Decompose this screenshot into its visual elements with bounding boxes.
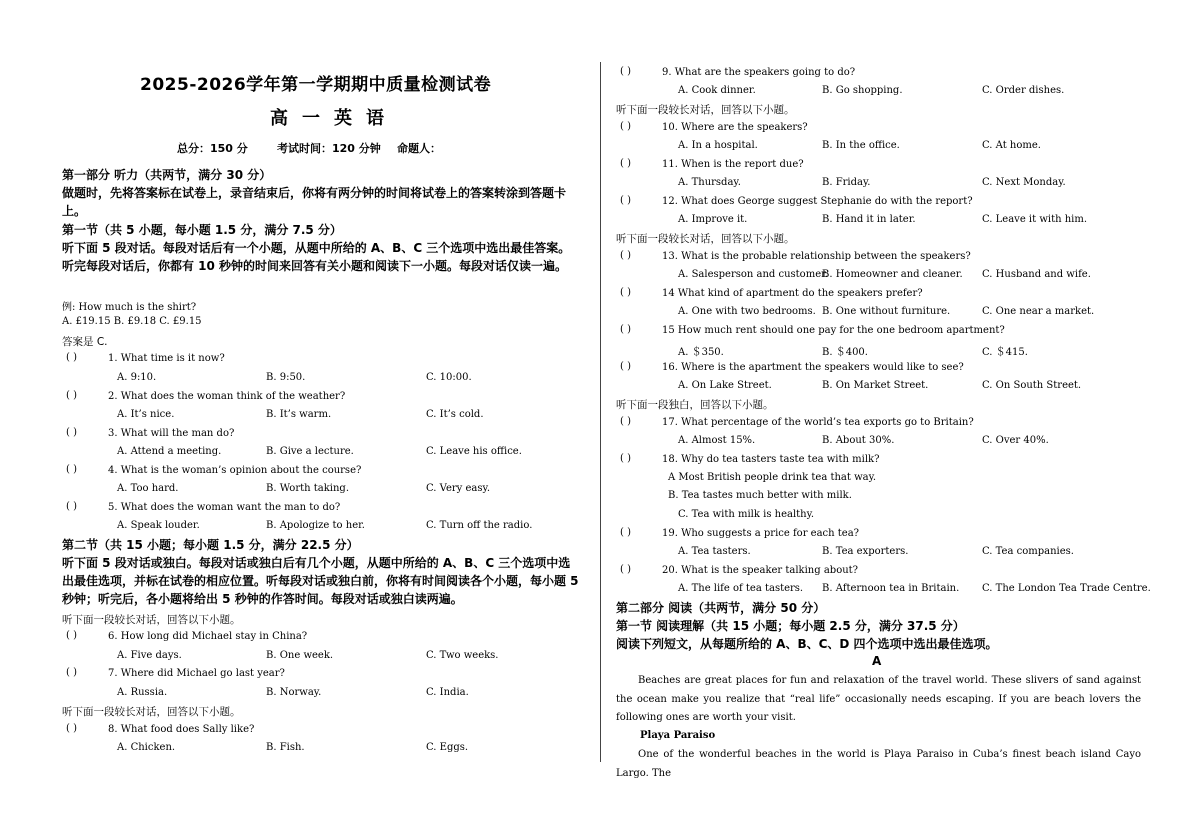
part1-instructions: 做题时，先将答案标在试卷上，录音结束后，你将有两分钟的时间将试卷上的答案转涂到答题卡上。 (62, 186, 567, 218)
exam-subject: 高一英语 (270, 108, 398, 129)
option-b: B. Tea tastes much better with milk. (668, 490, 852, 501)
question-text: 19. Who suggests a price for each tea? (662, 528, 860, 539)
question-text: 5. What does the woman want the man to do? (108, 502, 341, 513)
connector-monologue: 听下面一段独白，回答以下小题。 (616, 399, 774, 411)
connector-text: 听下面一段较长对话，回答以下小题。 (616, 104, 795, 116)
question-text: 12. What does George suggest Stephanie do with the report? (662, 196, 973, 207)
answer-blank[interactable]: ( ) (620, 324, 631, 335)
passage-paragraph: Beaches are great places for fun and relaxation of the travel world. These slivers of sand against the ocean make you realize that “real life” occasionally needs escaping. If you are beach lovers the following ones are worth your visit. (616, 675, 1141, 723)
answer-blank[interactable]: ( ) (66, 630, 77, 641)
option-c: C. Tea companies. (982, 546, 1074, 557)
question-text: 20. What is the speaker talking about? (662, 565, 859, 576)
option-c: C. Leave it with him. (982, 214, 1088, 225)
question-text: 1. What time is it now? (108, 353, 225, 364)
option-c: C. 10:00. (426, 372, 472, 383)
question-text: 17. What percentage of the world’s tea exports go to Britain? (662, 417, 974, 428)
option-b: B. Friday. (822, 177, 871, 188)
option-a: A. Too hard. (117, 483, 179, 494)
question-text: 15 How much rent should one pay for the one bedroom apartment? (662, 325, 1005, 336)
option-a: A. Tea tasters. (678, 546, 751, 557)
option-b: B. Go shopping. (822, 85, 903, 96)
question-text: 16. Where is the apartment the speakers would like to see? (662, 362, 964, 373)
answer-blank[interactable]: ( ) (620, 121, 631, 132)
option-b: B. Fish. (266, 742, 305, 753)
option-c: C. Very easy. (426, 483, 490, 494)
option-a: A. It’s nice. (117, 409, 175, 420)
option-c: C. Over 40%. (982, 435, 1049, 446)
option-c: C. Turn off the radio. (426, 520, 533, 531)
option-c: C. On South Street. (982, 380, 1082, 391)
option-b: B. Tea exporters. (822, 546, 909, 557)
answer-blank[interactable]: ( ) (620, 527, 631, 538)
option-c: C. Leave his office. (426, 446, 522, 457)
option-a: A. Improve it. (678, 214, 748, 225)
option-a: A. Speak louder. (117, 520, 200, 531)
answer-blank[interactable]: ( ) (66, 464, 77, 475)
option-a: A. 9:10. (117, 372, 157, 383)
option-c: C. Husband and wife. (982, 269, 1091, 280)
column-divider (600, 62, 601, 762)
example-answer: 答案是 C. (62, 336, 108, 348)
question-text: 3. What will the man do? (108, 428, 235, 439)
question-text: 9. What are the speakers going to do? (662, 67, 856, 78)
option-b: B. In the office. (822, 140, 900, 151)
question-text: 7. Where did Michael go last year? (108, 668, 285, 679)
question-text: 2. What does the woman think of the weather? (108, 391, 346, 402)
option-a: A. Thursday. (678, 177, 741, 188)
question-text: 11. When is the report due? (662, 159, 804, 170)
example-options: A. £19.15 B. £9.18 C. £9.15 (62, 316, 202, 327)
passage-label: A (872, 654, 882, 668)
option-b: B. About 30%. (822, 435, 895, 446)
exam-time: 考试时间：120 分钟 (277, 142, 381, 155)
reading-section-heading: 第一节 阅读理解（共 15 小题；每小题 2.5 分，满分 37.5 分） (616, 619, 965, 633)
option-a: A. The life of tea tasters. (678, 583, 804, 594)
answer-blank[interactable]: ( ) (620, 564, 631, 575)
connector-text: 听下面一段较长对话，回答以下小题。 (62, 614, 241, 626)
option-b: B. Norway. (266, 687, 322, 698)
answer-blank[interactable]: ( ) (620, 250, 631, 261)
answer-blank[interactable]: ( ) (620, 361, 631, 372)
answer-blank[interactable]: ( ) (66, 667, 77, 678)
option-a: A. Salesperson and customer. (678, 269, 828, 280)
option-b: B. It’s warm. (266, 409, 332, 420)
option-c: C. Two weeks. (426, 650, 499, 661)
option-c: C. It’s cold. (426, 409, 484, 420)
option-b: B. 9:50. (266, 372, 306, 383)
question-text: 4. What is the woman’s opinion about the course? (108, 465, 362, 476)
passage-paragraph: One of the wonderful beaches in the world is Playa Paraiso in Cuba’s finest beach island Cayo Largo. The (616, 749, 1141, 779)
option-a: A. Five days. (117, 650, 182, 661)
answer-blank[interactable]: ( ) (620, 66, 631, 77)
connector-text: 听下面一段较长对话，回答以下小题。 (616, 233, 795, 245)
passage-subheading: Playa Paraiso (640, 730, 716, 741)
section1-instructions: 听下面 5 段对话。每段对话后有一个小题，从题中所给的 A、B、C 三个选项中选出最佳答案。听完每段对话后，你都有 10 秒钟的时间来回答有关小题和阅读下一小题。每段对话仅读一遍。 (62, 241, 571, 273)
option-b: B. On Market Street. (822, 380, 929, 391)
section2-instructions: 听下面 5 段对话或独白。每段对话或独白后有几个小题，从题中所给的 A、B、C 三个选项中选出最佳选项，并标在试卷的相应位置。听每段对话或独白前，你将有时间阅读各个小题，每小题 5 秒钟；听完后，各小题将给出 5 秒钟的作答时间。每段对话或独白读两遍。 (62, 556, 579, 606)
question-text: 8. What food does Sally like? (108, 724, 255, 735)
option-a: A. Chicken. (117, 742, 176, 753)
question-text: 13. What is the probable relationship between the speakers? (662, 251, 971, 262)
option-b: B. ＄400. (822, 347, 868, 358)
answer-blank[interactable]: ( ) (620, 453, 631, 464)
option-a: A. Almost 15%. (678, 435, 756, 446)
answer-blank[interactable]: ( ) (66, 427, 77, 438)
option-c: C. ＄415. (982, 347, 1028, 358)
option-b: B. Hand it in later. (822, 214, 916, 225)
option-b: B. Apologize to her. (266, 520, 365, 531)
answer-blank[interactable]: ( ) (66, 501, 77, 512)
option-b: B. Give a lecture. (266, 446, 354, 457)
option-a: A. In a hospital. (678, 140, 758, 151)
question-text: 14 What kind of apartment do the speakers prefer? (662, 288, 923, 299)
question-text: 10. Where are the speakers? (662, 122, 808, 133)
option-b: B. Homeowner and cleaner. (822, 269, 963, 280)
question-text: 18. Why do tea tasters taste tea with milk? (662, 454, 880, 465)
option-a: A. On Lake Street. (678, 380, 772, 391)
option-a: A. Attend a meeting. (117, 446, 222, 457)
answer-blank[interactable]: ( ) (620, 416, 631, 427)
total-score: 总分：150 分 (177, 142, 248, 155)
exam-title: 2025-2026学年第一学期期中质量检测试卷 (140, 75, 492, 95)
option-b: B. One without furniture. (822, 306, 951, 317)
question-text: 6. How long did Michael stay in China? (108, 631, 308, 642)
option-c: C. Eggs. (426, 742, 469, 753)
option-c: C. Next Monday. (982, 177, 1066, 188)
option-b: B. Worth taking. (266, 483, 350, 494)
answer-blank[interactable]: ( ) (66, 723, 77, 734)
section1-heading: 第一节（共 5 小题，每小题 1.5 分，满分 7.5 分） (62, 223, 342, 237)
part1-heading: 第一部分 听力（共两节，满分 30 分） (62, 168, 272, 182)
option-a: A. ＄350. (678, 347, 724, 358)
option-a: A. Cook dinner. (678, 85, 756, 96)
answer-blank[interactable]: ( ) (66, 390, 77, 401)
connector-text: 听下面一段较长对话，回答以下小题。 (62, 706, 241, 718)
answer-blank[interactable]: ( ) (66, 352, 77, 363)
option-c: C. The London Tea Trade Centre. (982, 583, 1151, 594)
option-a: A Most British people drink tea that way. (668, 472, 877, 483)
option-c: C. Order dishes. (982, 85, 1065, 96)
answer-blank[interactable]: ( ) (620, 287, 631, 298)
answer-blank[interactable]: ( ) (620, 158, 631, 169)
option-c: C. Tea with milk is healthy. (678, 509, 815, 520)
option-b: B. Afternoon tea in Britain. (822, 583, 960, 594)
option-b: B. One week. (266, 650, 334, 661)
option-a: A. One with two bedrooms. (678, 306, 816, 317)
option-c: C. India. (426, 687, 469, 698)
section2-heading: 第二节（共 15 小题；每小题 1.5 分，满分 22.5 分） (62, 538, 359, 552)
exam-author: 命题人： (397, 142, 441, 155)
part2-heading: 第二部分 阅读（共两节，满分 50 分） (616, 601, 826, 615)
option-c: C. At home. (982, 140, 1041, 151)
example-question: 例: How much is the shirt? (62, 302, 197, 313)
reading-instructions: 阅读下列短文，从每题所给的 A、B、C、D 四个选项中选出最佳选项。 (616, 637, 998, 651)
option-c: C. One near a market. (982, 306, 1095, 317)
option-a: A. Russia. (117, 687, 168, 698)
answer-blank[interactable]: ( ) (620, 195, 631, 206)
